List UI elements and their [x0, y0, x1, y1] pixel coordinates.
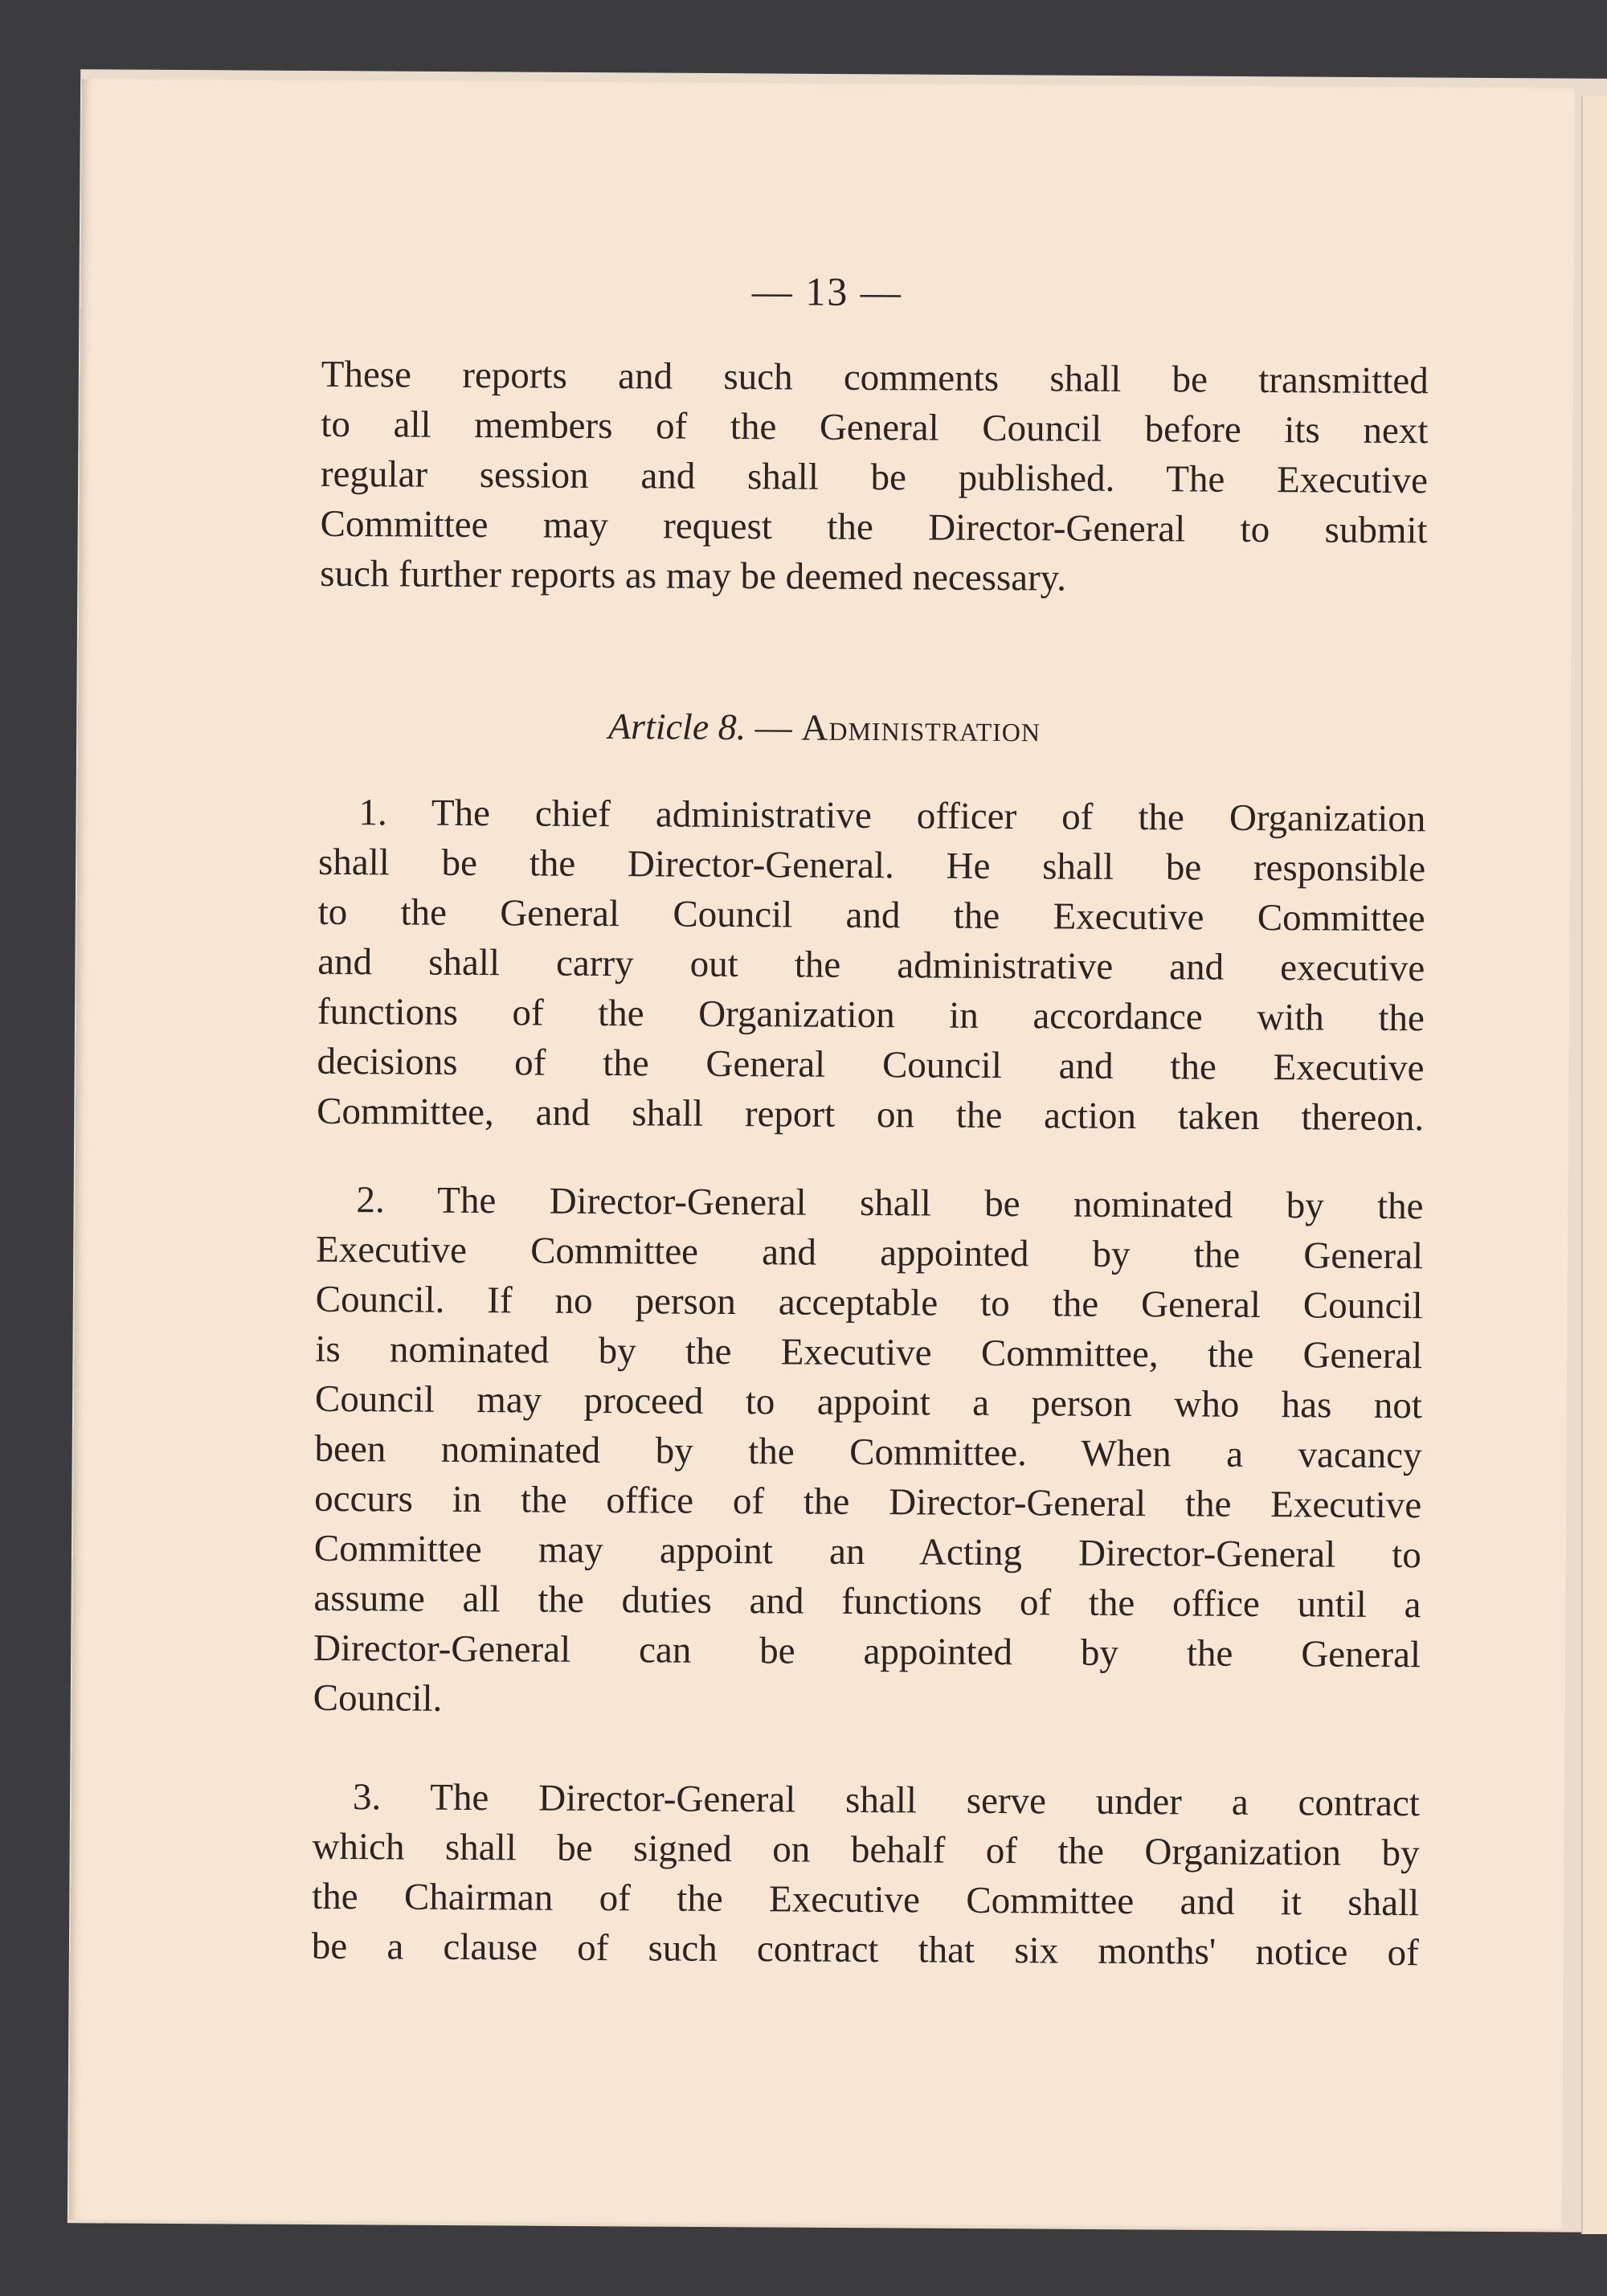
- text-line: regular session and shall be published. The Executive: [320, 452, 1429, 502]
- text-line: been nominated by the Committee. When a vacancy: [314, 1427, 1422, 1477]
- text-line: to the General Council and the Executive Committee: [317, 890, 1425, 940]
- text-line: to all members of the General Council before its next: [321, 403, 1429, 452]
- text-line: Executive Committee and appointed by the General: [315, 1228, 1424, 1278]
- text-line: 2. The Director-General shall be nominated by the: [356, 1179, 1424, 1228]
- text-line: These reports and such comments shall be transmitted: [321, 353, 1429, 403]
- article-label: Article 8.: [607, 706, 746, 748]
- text-line: such further reports as may be deemed necessary.: [320, 552, 1067, 600]
- article-heading: [78, 702, 1571, 753]
- document-page: [69, 79, 1575, 2228]
- text-line: is nominated by the Executive Committee, the General: [315, 1328, 1423, 1377]
- page-number: — 13 —: [751, 268, 903, 315]
- paragraph-1: [317, 788, 1426, 1143]
- text-line: which shall be signed on behalf of the Organization by: [312, 1825, 1420, 1875]
- text-line: 1. The chief administrative officer of the Organization: [358, 792, 1426, 841]
- paragraph-3: [312, 1772, 1420, 1978]
- text-line: Committee, and shall report on the action taken thereon.: [316, 1090, 1425, 1140]
- text-line: the Chairman of the Executive Committee and it shall: [312, 1875, 1420, 1925]
- text-line: Committee may request the Director-General to submit: [320, 502, 1428, 552]
- facing-page-edge: [1581, 96, 1607, 2234]
- text-line: shall be the Director-General. He shall be responsible: [317, 841, 1426, 890]
- text-line: Director-General can be appointed by the General: [313, 1627, 1421, 1676]
- intro-paragraph: [320, 350, 1429, 605]
- text-line: occurs in the office of the Director-General the Executive: [314, 1477, 1422, 1527]
- article-title: Administration: [801, 706, 1041, 750]
- text-line: Council.: [313, 1676, 443, 1720]
- text-line: be a clause of such contract that six months' notice of: [311, 1925, 1419, 1975]
- article-dash: —: [746, 706, 802, 748]
- text-line: and shall carry out the administrative and executive: [317, 940, 1425, 990]
- text-line: 3. The Director-General shall serve under a contract: [352, 1776, 1421, 1825]
- text-line: assume all the duties and functions of the office until a: [313, 1577, 1421, 1627]
- text-line: functions of the Organization in accordance with the: [317, 990, 1425, 1040]
- paragraph-2: [313, 1175, 1424, 1729]
- text-line: Council. If no person acceptable to the General Council: [315, 1278, 1423, 1328]
- text-line: Council may proceed to appoint a person who has not: [314, 1377, 1423, 1427]
- text-line: Committee may appoint an Acting Director-General to: [313, 1527, 1421, 1577]
- text-line: decisions of the General Council and the Executive: [317, 1040, 1425, 1090]
